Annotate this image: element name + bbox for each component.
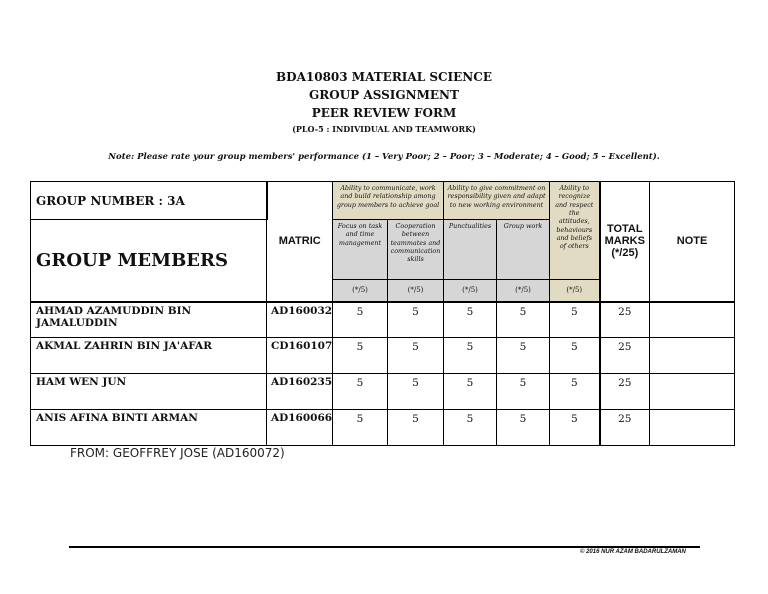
score-cell: 5 — [550, 374, 600, 410]
score-cell: 5 — [550, 410, 600, 446]
total-cell: 25 — [600, 302, 650, 338]
note-cell — [650, 410, 735, 446]
table-row — [31, 410, 735, 446]
group-number-label: GROUP NUMBER : 3A — [31, 182, 267, 220]
group-members-label: GROUP MEMBERS — [31, 220, 267, 302]
score-cell: 5 — [497, 302, 550, 338]
total-cell: 25 — [600, 410, 650, 446]
rating-note: Note: Please rate your group members' performance (1 – Very Poor; 2 – Poor; 3 – Moderate; 4 – Good; 5 – Excellent). — [108, 152, 660, 162]
subcriteria-group-work: Group work — [497, 220, 550, 280]
course-title: BDA10803 MATERIAL SCIENCE — [276, 70, 492, 84]
score-cell: 5 — [333, 374, 388, 410]
member-name: HAM WEN JUN — [31, 374, 267, 410]
assignment-title: GROUP ASSIGNMENT — [309, 88, 459, 102]
score-cell: 5 — [333, 410, 388, 446]
score-cell: 5 — [444, 302, 497, 338]
score-cell: 5 — [550, 338, 600, 374]
member-matric: AD160235 — [267, 374, 333, 410]
score-cell: 5 — [444, 410, 497, 446]
member-matric: AD160032 — [267, 302, 333, 338]
matric-header: MATRIC — [267, 182, 333, 302]
total-cell: 25 — [600, 374, 650, 410]
table-row — [31, 374, 735, 410]
note-cell — [650, 374, 735, 410]
subcriteria-cooperation: Cooperation between teammates and communication skills — [388, 220, 444, 280]
member-matric: CD160107 — [267, 338, 333, 374]
scale-label: (*/5) — [444, 280, 497, 302]
score-cell: 5 — [444, 338, 497, 374]
total-cell: 25 — [600, 338, 650, 374]
score-cell: 5 — [550, 302, 600, 338]
category-communication: Ability to communicate, work and build relationship among group members to achieve goal — [333, 182, 444, 220]
table-row — [31, 338, 735, 374]
member-name: ANIS AFINA BINTI ARMAN — [31, 410, 267, 446]
scale-label: (*/5) — [388, 280, 444, 302]
note-cell — [650, 302, 735, 338]
peer-review-table — [30, 181, 735, 446]
subcriteria-focus: Focus on task and time management — [333, 220, 388, 280]
member-matric: AD160066 — [267, 410, 333, 446]
total-marks-header: TOTAL MARKS (*/25) — [600, 182, 650, 302]
note-header: NOTE — [650, 182, 735, 302]
from-label: FROM: GEOFFREY JOSE (AD160072) — [70, 446, 285, 460]
score-cell: 5 — [388, 302, 444, 338]
score-cell: 5 — [388, 374, 444, 410]
score-cell: 5 — [497, 410, 550, 446]
category-commitment: Ability to give commitment on responsibility given and adapt to new working environment — [444, 182, 550, 220]
score-cell: 5 — [333, 338, 388, 374]
plo-label: (PLO-5 : INDIVIDUAL AND TEAMWORK) — [292, 124, 476, 134]
score-cell: 5 — [333, 302, 388, 338]
score-cell: 5 — [444, 374, 497, 410]
score-cell: 5 — [497, 374, 550, 410]
member-name: AKMAL ZAHRIN BIN JA'AFAR — [31, 338, 267, 374]
scale-label: (*/5) — [497, 280, 550, 302]
subcriteria-punctualities: Punctualities — [444, 220, 497, 280]
score-cell: 5 — [388, 410, 444, 446]
copyright-label: © 2016 NUR AZAM BADARULZAMAN — [580, 549, 686, 555]
scale-label: (*/5) — [550, 280, 600, 302]
member-name: AHMAD AZAMUDDIN BIN JAMALUDDIN — [31, 302, 267, 338]
note-cell — [650, 338, 735, 374]
category-respect: Ability to recognize and respect the attitudes, behaviours and beliefs of others — [550, 182, 600, 280]
footer-rule — [69, 546, 700, 548]
score-cell: 5 — [388, 338, 444, 374]
score-cell: 5 — [497, 338, 550, 374]
form-title: PEER REVIEW FORM — [311, 106, 457, 120]
table-row — [31, 302, 735, 338]
scale-label: (*/5) — [333, 280, 388, 302]
